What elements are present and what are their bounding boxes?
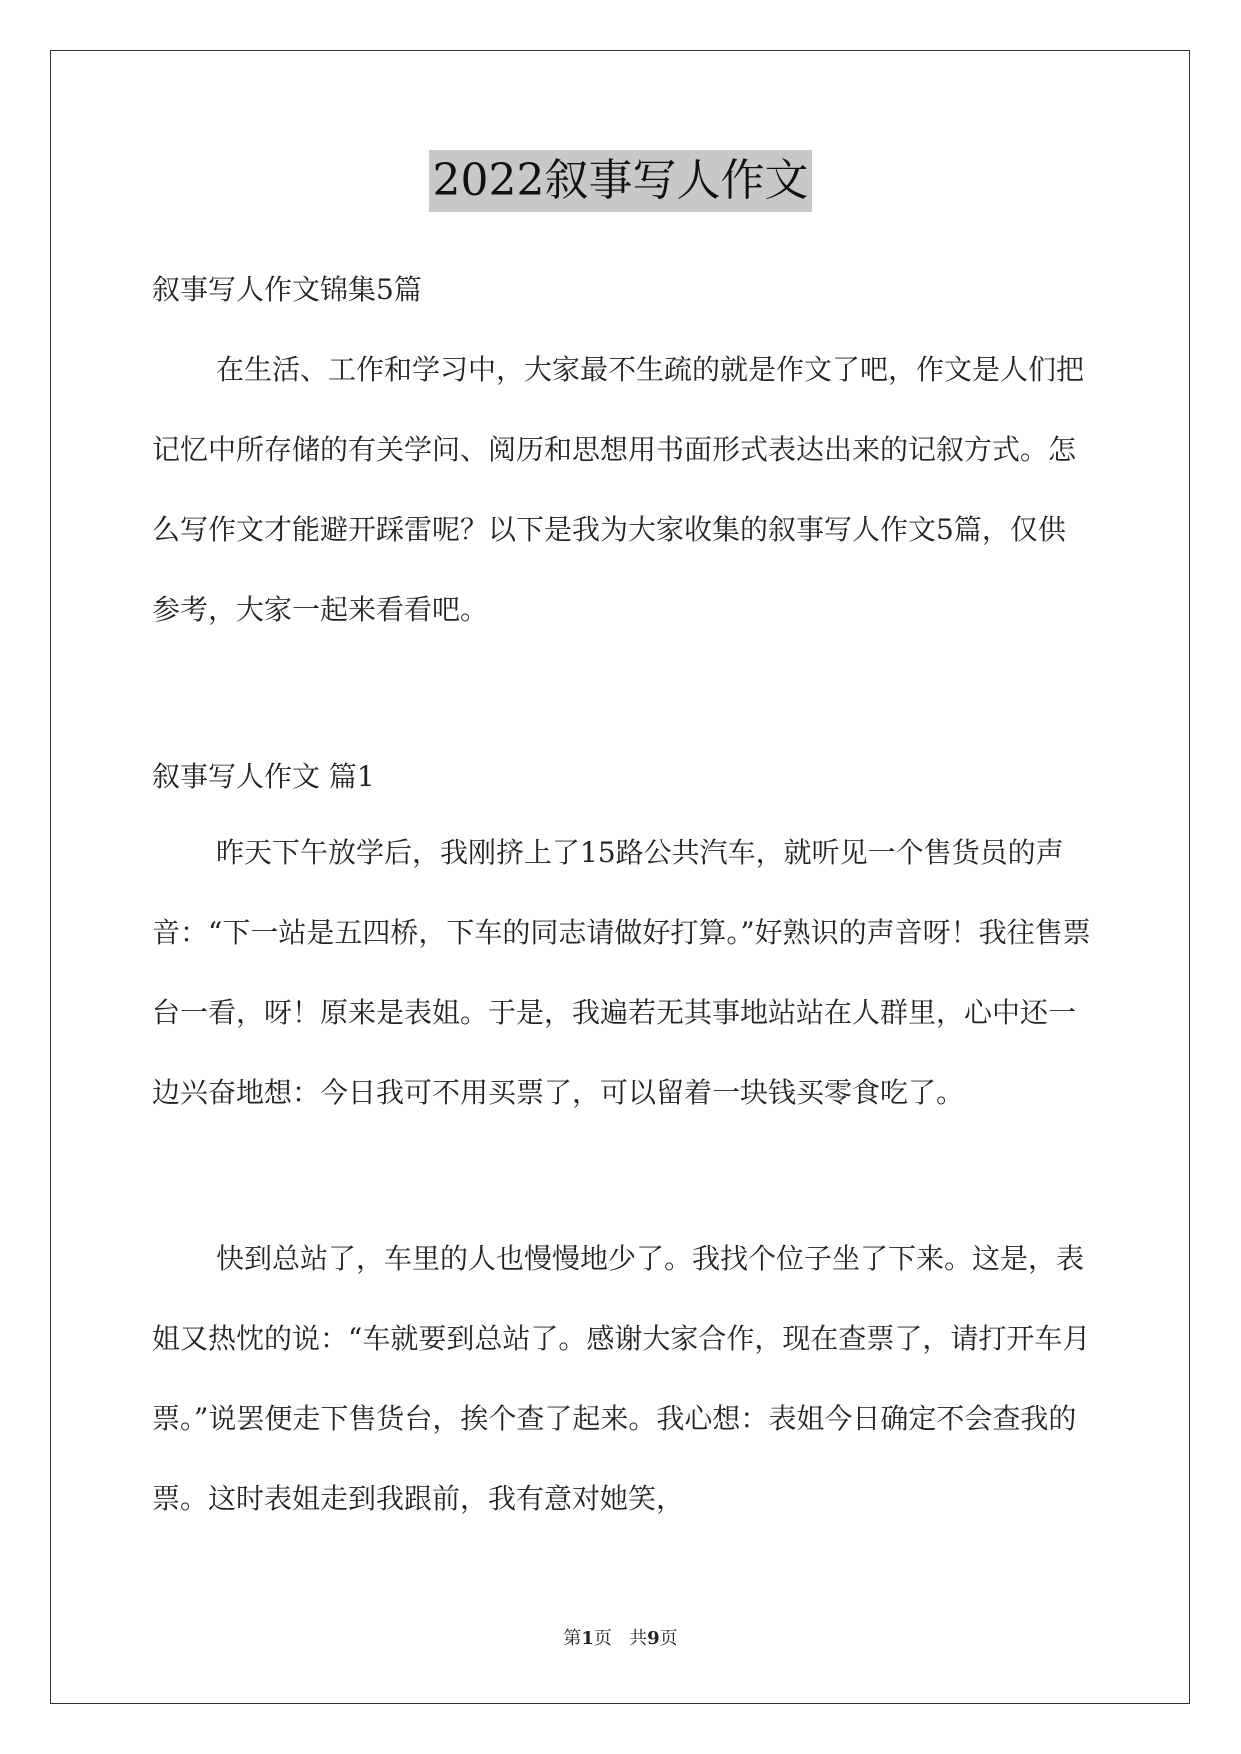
document-title: 2022叙事写人作文 — [429, 150, 813, 212]
total-prefix: 共 — [629, 1628, 648, 1649]
section-heading: 叙事写人作文 篇1 — [152, 760, 375, 793]
page-number-total: 9 — [647, 1628, 660, 1649]
page-prefix: 第 — [563, 1628, 582, 1649]
page-number-current: 1 — [581, 1628, 594, 1649]
total-suffix: 页 — [659, 1628, 678, 1649]
document-subtitle: 叙事写人作文锦集5篇 — [152, 273, 422, 306]
page-footer — [0, 1624, 1241, 1650]
body-paragraph: 昨天下午放学后，我刚挤上了15路公共汽车，就听见一个售货员的声音：“下一站是五四桥，下车的同志请做好打算。”好熟识的声音呀！我往售票台一看，呀！原来是表姐。于是，我遍若无其事地站站在人群里，心中还一边兴奋地想：今日我可不用买票了，可以留着一块钱买零食吃了。 — [152, 836, 1091, 1109]
intro-paragraph: 在生活、工作和学习中，大家最不生疏的就是作文了吧，作文是人们把记忆中所存储的有关学问、阅历和思想用书面形式表达出来的记叙方式。怎么写作文才能避开踩雷呢？以下是我为大家收集的叙事写人作文5篇，仅供参考，大家一起来看看吧。 — [152, 353, 1085, 626]
title-container — [0, 150, 1241, 212]
body-paragraph: 快到总站了，车里的人也慢慢地少了。我找个位子坐了下来。这是，表姐又热忱的说：“车就要到总站了。感谢大家合作，现在查票了，请打开车月票。”说罢便走下售货台，挨个查了起来。我心想：表姐今日确定不会查我的票。这时表姐走到我跟前，我有意对她笑， — [152, 1242, 1091, 1515]
page-suffix: 页 — [593, 1628, 612, 1649]
